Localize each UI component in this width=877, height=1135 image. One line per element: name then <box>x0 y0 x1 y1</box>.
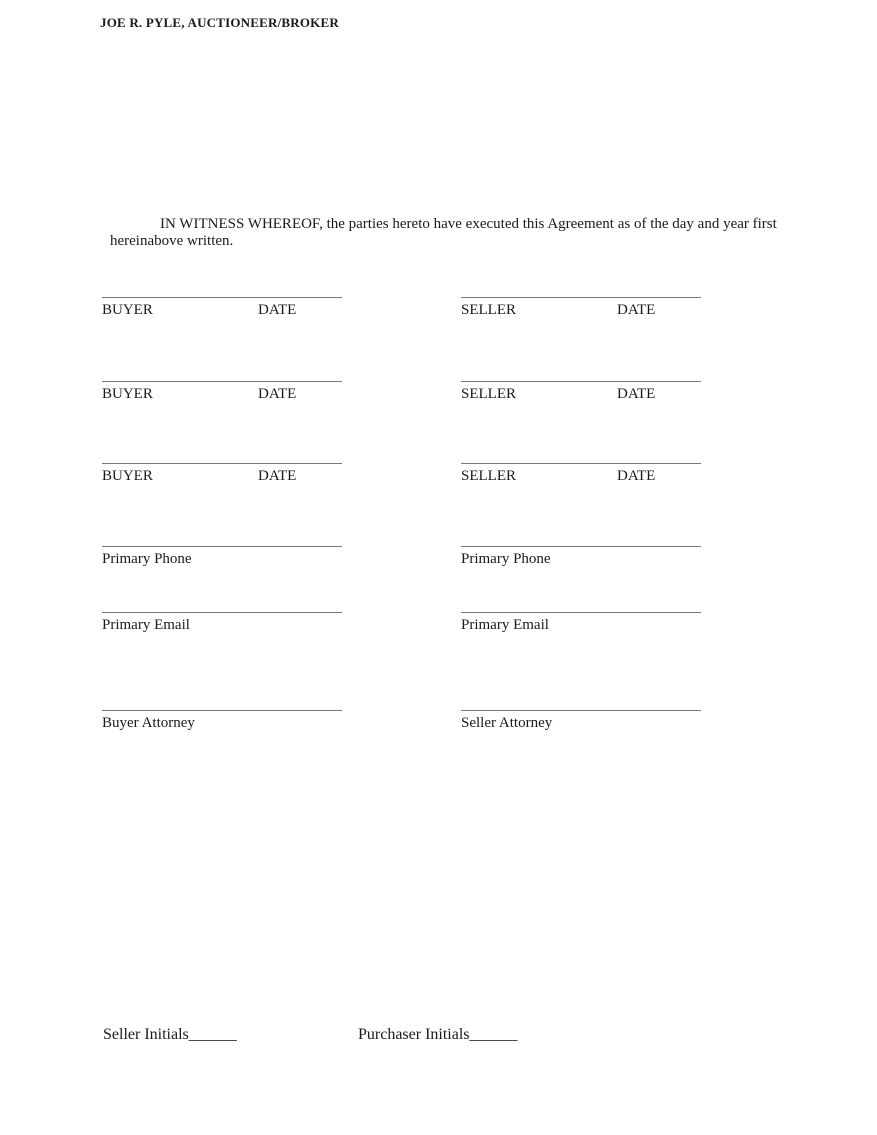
witness-clause-paragraph: IN WITNESS WHEREOF, the parties hereto have executed this Agreement as of the day and year first hereinabove written. <box>110 216 777 249</box>
buyer-attorney-label: Buyer Attorney <box>102 715 195 731</box>
seller-signature-block <box>461 381 701 404</box>
buyer-label: BUYER <box>102 302 153 318</box>
buyer-signature-line <box>102 463 342 464</box>
date-label: DATE <box>617 302 656 318</box>
purchaser-initials-field <box>358 1026 518 1044</box>
seller-signature-block <box>461 463 701 486</box>
signature-labels <box>102 302 342 320</box>
buyer-label: BUYER <box>102 468 153 484</box>
seller-email-line <box>461 612 701 613</box>
seller-signature-line <box>461 381 701 382</box>
seller-signature-line <box>461 297 701 298</box>
seller-attorney-line <box>461 710 701 711</box>
buyer-label: BUYER <box>102 386 153 402</box>
signature-labels <box>461 468 701 486</box>
seller-initials-label: Seller Initials <box>103 1026 189 1043</box>
buyer-attorney-block <box>102 710 342 732</box>
buyer-attorney-line <box>102 710 342 711</box>
date-label: DATE <box>258 386 297 402</box>
primary-email-label: Primary Email <box>461 617 549 633</box>
seller-label: SELLER <box>461 386 516 402</box>
seller-attorney-label: Seller Attorney <box>461 715 553 731</box>
seller-label: SELLER <box>461 302 516 318</box>
buyer-signature-block <box>102 463 342 486</box>
signature-labels <box>461 386 701 404</box>
primary-email-row <box>0 612 877 652</box>
date-label: DATE <box>617 386 656 402</box>
document-header-title: JOE R. PYLE, AUCTIONEER/BROKER <box>100 15 339 30</box>
buyer-email-block <box>102 612 342 634</box>
primary-email-label: Primary Email <box>102 617 190 633</box>
buyer-signature-block <box>102 381 342 404</box>
seller-initials-field <box>103 1026 237 1044</box>
date-label: DATE <box>617 468 656 484</box>
seller-phone-block <box>461 546 701 568</box>
signature-row <box>0 463 877 503</box>
buyer-phone-line <box>102 546 342 547</box>
seller-email-block <box>461 612 701 634</box>
signature-labels <box>102 386 342 404</box>
footer-initials-row <box>0 1026 877 1056</box>
purchaser-initials-label: Purchaser Initials <box>358 1026 470 1043</box>
primary-phone-row <box>0 546 877 586</box>
buyer-phone-block <box>102 546 342 568</box>
primary-phone-label: Primary Phone <box>461 551 551 567</box>
primary-phone-label: Primary Phone <box>102 551 192 567</box>
seller-attorney-block <box>461 710 701 732</box>
seller-signature-line <box>461 463 701 464</box>
date-label: DATE <box>258 302 297 318</box>
seller-phone-line <box>461 546 701 547</box>
buyer-signature-line <box>102 381 342 382</box>
buyer-signature-block <box>102 297 342 320</box>
attorney-row <box>0 710 877 750</box>
signature-row <box>0 381 877 421</box>
signature-labels <box>461 302 701 320</box>
date-label: DATE <box>258 468 297 484</box>
seller-initials-blank: ______ <box>188 1026 237 1043</box>
purchaser-initials-blank: ______ <box>469 1026 518 1043</box>
seller-signature-block <box>461 297 701 320</box>
signature-row <box>0 297 877 337</box>
buyer-signature-line <box>102 297 342 298</box>
signature-labels <box>102 468 342 486</box>
seller-label: SELLER <box>461 468 516 484</box>
buyer-email-line <box>102 612 342 613</box>
